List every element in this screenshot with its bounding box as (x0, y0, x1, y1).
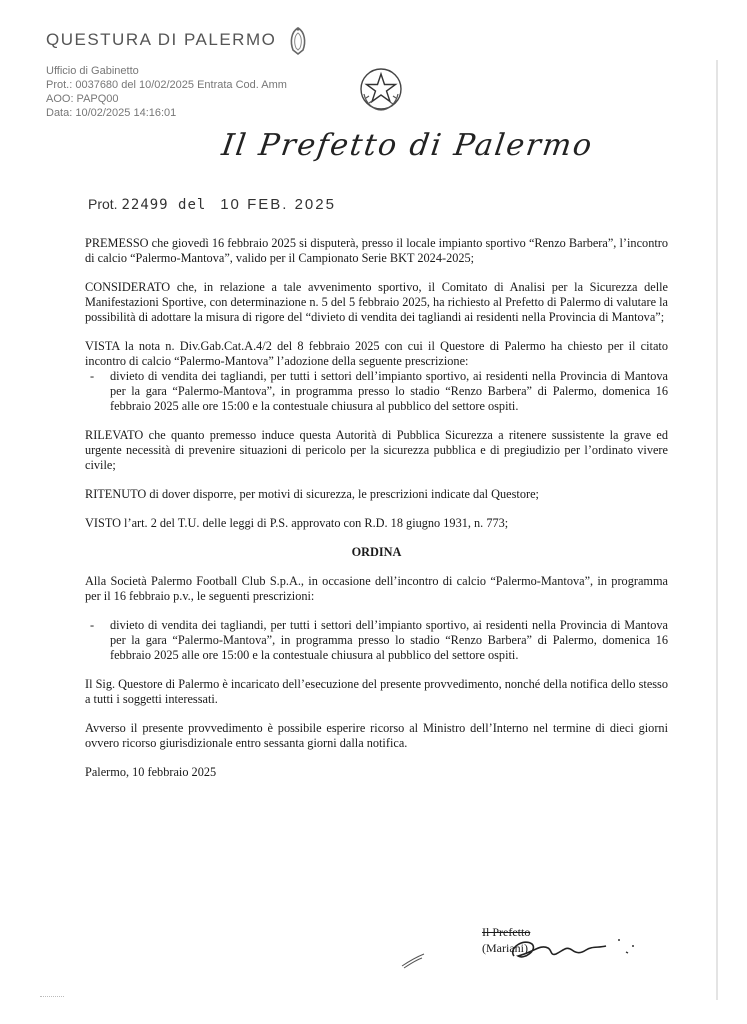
place-date: Palermo, 10 febbraio 2025 (85, 765, 217, 779)
stamp-line: Data: 10/02/2025 14:16:01 (46, 107, 177, 119)
protocol-number (88, 196, 336, 213)
signature-role: Il Prefetto (482, 925, 531, 939)
paragraph-text: di dover disporre, per motivi di sicurezza, le prescrizioni indicate dal Questore; (146, 487, 539, 501)
prot-handwritten-number: 22499 del (121, 197, 207, 213)
paragraph-text: la nota n. Div.Gab.Cat.A.4/2 del 8 febbraio 2025 con cui il Questore di Palermo ha chiesto per il citato incontro di calcio “Palermo-Mantova” l’adozione della seguente prescrizione: (85, 339, 668, 368)
paragraph-text: l’art. 2 del T.U. delle leggi di P.S. approvato con R.D. 18 giugno 1931, n. 773; (120, 516, 509, 530)
signature-name: (Mariani) (482, 941, 528, 955)
prot-date-stamp: 10 FEB. 2025 (220, 196, 336, 213)
police-emblem-icon (281, 24, 315, 58)
paragraph-ritenuto (85, 487, 668, 502)
ordina-list (85, 618, 668, 663)
keyword: VISTO (85, 516, 121, 530)
protocol-stamp (46, 64, 287, 120)
italian-republic-emblem-icon (356, 64, 406, 114)
ordina-heading: ORDINA (351, 545, 402, 559)
stamp-line: Prot.: 0037680 del 10/02/2025 Entrata Cod. Amm (46, 79, 287, 91)
paragraph-text: che quanto premesso induce questa Autorità di Pubblica Sicurezza a ritenere sussistente la grave ed urgente necessità di prevenire situazioni di pericolo per la sicurezza pubblica e di pregiudizio per l’ordinato vivere civile; (85, 428, 668, 472)
vista-list (85, 369, 668, 414)
list-item: - divieto di vendita dei tagliandi, per tutti i settori dell’impianto sportivo, ai residenti nella Provincia di Mantova per la gara “Palermo-Mantova”, in programma presso lo stadio “Renzo Barbera” di Palermo, domenica 16 febbraio 2025 alle ore 15:00 e la contestuale chiusura al pubblico del settore ospiti. (85, 369, 668, 414)
handwritten-signature-icon (494, 926, 654, 966)
scan-artifact (40, 996, 64, 998)
paragraph-vista (85, 339, 668, 369)
pen-mark-icon (400, 950, 426, 970)
paragraph-text: che giovedì 16 febbraio 2025 si disputerà, presso il locale impianto sportivo “Renzo Barbera”, l’incontro di calcio “Palermo-Mantova”, valido per il Campionato Serie BKT 2024-2025; (85, 236, 668, 265)
keyword: VISTA (85, 339, 120, 353)
questura-heading: QUESTURA DI PALERMO (46, 30, 277, 49)
keyword: CONSIDERATO (85, 280, 171, 294)
keyword: PREMESSO (85, 236, 149, 250)
paragraph-text: che, in relazione a tale avvenimento sportivo, il Comitato di Analisi per la Sicurezza delle Manifestazioni Sportive, con determinazione n. 5 del 5 febbraio 2025, ha richiesto al Prefetto di Palermo di valutare la possibilità di adottare la misura di rigore del “divieto di vendita dei tagliandi ai residenti nella Provincia di Mantova”; (85, 280, 668, 324)
paragraph-ricorso: Avverso il presente provvedimento è possibile esperire ricorso al Ministro dell’Interno nel termine di dieci giorni ovvero ricorso giurisdizionale entro sessanta giorni dalla notifica. (85, 721, 668, 750)
paragraph-visto (85, 516, 668, 531)
paragraph-considerato (85, 280, 668, 325)
stamp-line: Ufficio di Gabinetto (46, 65, 139, 77)
paragraph-questore: Il Sig. Questore di Palermo è incaricato dell’esecuzione del presente provvedimento, nonché della notifica dello stesso a tutti i soggetti interessati. (85, 677, 668, 706)
prot-label: Prot. (88, 196, 118, 212)
paragraph-rilevato (85, 428, 668, 473)
paragraph-ordina-intro: Alla Società Palermo Football Club S.p.A., in occasione dell’incontro di calcio “Palermo-Mantova”, in programma per il 16 febbraio p.v., le seguenti prescrizioni: (85, 574, 668, 603)
scan-edge-line (716, 60, 718, 1000)
paragraph-premesso (85, 236, 668, 266)
keyword: RITENUTO (85, 487, 147, 501)
keyword: RILEVATO (85, 428, 144, 442)
stamp-line: AOO: PAPQ00 (46, 93, 119, 105)
document-title: Il Prefetto di Palermo (219, 128, 596, 163)
list-item: - divieto di vendita dei tagliandi, per tutti i settori dell’impianto sportivo, ai residenti nella Provincia di Mantova per la gara “Palermo-Mantova”, in programma presso lo stadio “Renzo Barbera” di Palermo, domenica 16 febbraio 2025 alle ore 15:00 e la contestuale chiusura al pubblico del settore ospiti. (85, 618, 668, 663)
document-body (85, 236, 668, 794)
